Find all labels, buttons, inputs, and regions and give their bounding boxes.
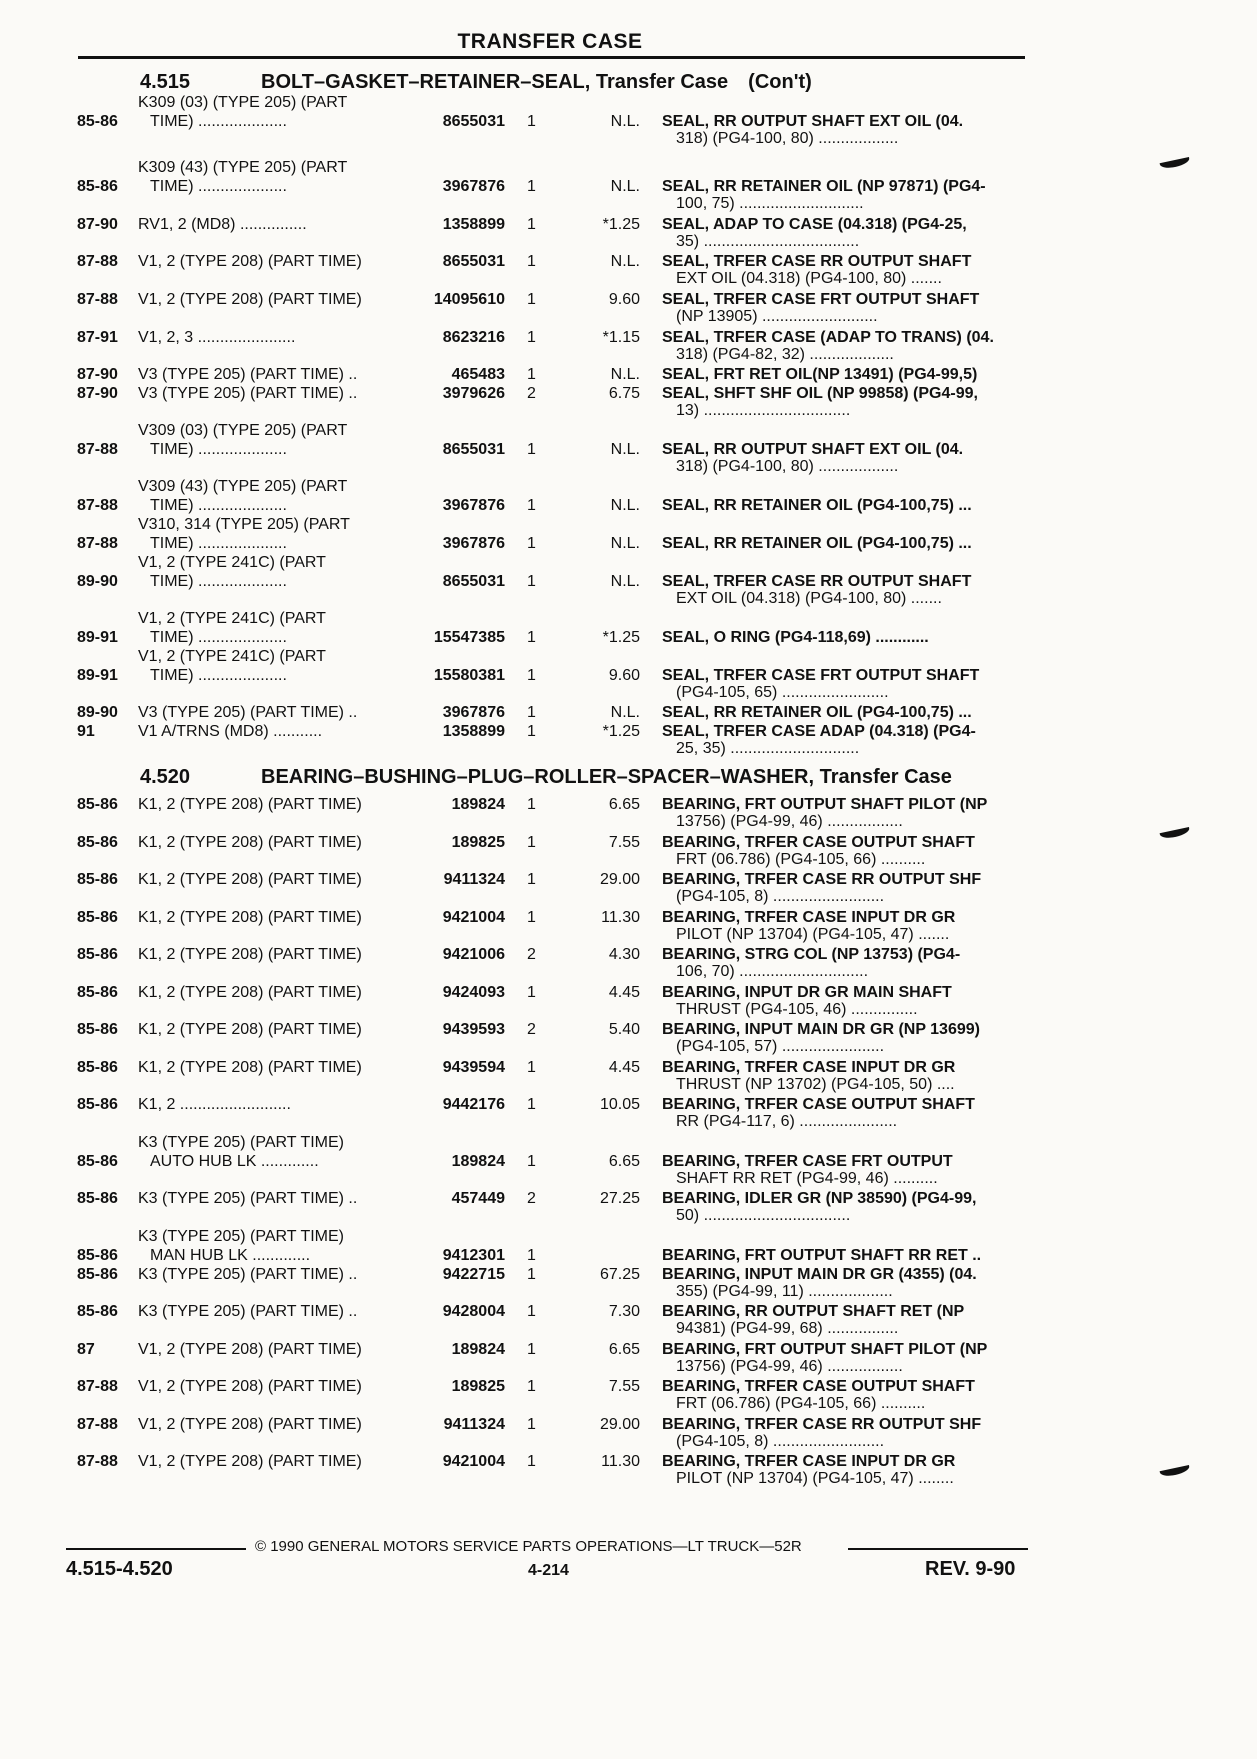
part-number: 189824 xyxy=(451,1341,505,1358)
price: 11.30 xyxy=(601,909,640,926)
price: N.L. xyxy=(610,253,640,270)
model-year: 89-91 xyxy=(77,629,118,646)
binding-mark-icon xyxy=(1160,827,1191,840)
part-description: SEAL, RR OUTPUT SHAFT EXT OIL (04. xyxy=(662,113,964,130)
part-number: 1358899 xyxy=(442,216,505,233)
model-year: 87-91 xyxy=(77,329,118,346)
part-description: BEARING, FRT OUTPUT SHAFT RR RET .. xyxy=(662,1247,982,1264)
model-description: V1, 2 (TYPE 208) (PART TIME) xyxy=(138,1416,362,1433)
quantity: 2 xyxy=(527,1190,536,1207)
part-description: BEARING, FRT OUTPUT SHAFT PILOT (NP xyxy=(662,1341,988,1358)
part-description-cont: 25, 35) ............................. xyxy=(676,740,860,757)
model-description: K1, 2 (TYPE 208) (PART TIME) xyxy=(138,834,362,851)
model-year: 85-86 xyxy=(77,946,118,963)
model-description: K3 (TYPE 205) (PART TIME) .. xyxy=(138,1266,358,1283)
price: N.L. xyxy=(610,441,640,458)
part-number: 8655031 xyxy=(442,441,505,458)
price: 7.55 xyxy=(608,1378,640,1395)
part-description-cont: 100, 75) ............................ xyxy=(676,195,864,212)
part-number: 9411324 xyxy=(443,1416,505,1433)
model-year: 85-86 xyxy=(77,1247,118,1264)
part-description: BEARING, TRFER CASE FRT OUTPUT xyxy=(662,1153,953,1170)
part-description: BEARING, TRFER CASE INPUT DR GR xyxy=(662,909,956,926)
quantity: 1 xyxy=(527,113,536,130)
model-description: V1 A/TRNS (MD8) ........... xyxy=(138,723,323,740)
quantity: 1 xyxy=(527,216,536,233)
part-description-cont: 318) (PG4-100, 80) .................. xyxy=(676,458,899,475)
quantity: 1 xyxy=(527,629,536,646)
part-description-cont: 318) (PG4-100, 80) .................. xyxy=(676,130,899,147)
part-description: SEAL, O RING (PG4-118,69) ............ xyxy=(662,629,929,646)
price: N.L. xyxy=(610,573,640,590)
part-number: 189824 xyxy=(451,1153,505,1170)
price: N.L. xyxy=(610,704,640,721)
part-number: 9424093 xyxy=(442,984,505,1001)
part-description-cont: 355) (PG4-99, 11) ................... xyxy=(676,1283,893,1300)
section-number: 4.520 xyxy=(140,766,191,788)
part-description: BEARING, TRFER CASE OUTPUT SHAFT xyxy=(662,1378,975,1395)
part-description: SEAL, RR RETAINER OIL (PG4-100,75) ... xyxy=(662,704,972,721)
part-description-cont: 13756) (PG4-99, 46) ................. xyxy=(676,813,903,830)
quantity: 1 xyxy=(527,723,536,740)
part-description-cont: THRUST (NP 13702) (PG4-105, 50) .... xyxy=(676,1076,955,1093)
part-number: 9421004 xyxy=(442,1453,505,1470)
model-description: V3 (TYPE 205) (PART TIME) .. xyxy=(138,704,358,721)
model-year: 87-88 xyxy=(77,535,118,552)
part-description: BEARING, TRFER CASE OUTPUT SHAFT xyxy=(662,834,975,851)
title-rule xyxy=(78,56,1025,59)
part-description-cont: PILOT (NP 13704) (PG4-105, 47) ....... xyxy=(676,926,950,943)
model-description: K3 (TYPE 205) (PART TIME) xyxy=(138,1134,344,1151)
part-description-cont: 94381) (PG4-99, 68) ................ xyxy=(676,1320,899,1337)
part-description-cont: 13756) (PG4-99, 46) ................. xyxy=(676,1358,903,1375)
part-description-cont: FRT (06.786) (PG4-105, 66) .......... xyxy=(676,1395,926,1412)
quantity: 1 xyxy=(527,1453,536,1470)
model-description: K1, 2 (TYPE 208) (PART TIME) xyxy=(138,871,362,888)
model-description: V1, 2 (TYPE 208) (PART TIME) xyxy=(138,1453,362,1470)
part-description: BEARING, TRFER CASE INPUT DR GR xyxy=(662,1453,956,1470)
model-year: 85-86 xyxy=(77,834,118,851)
model-year: 89-90 xyxy=(77,704,118,721)
model-description-cont: TIME) .................... xyxy=(150,441,287,458)
model-description: K3 (TYPE 205) (PART TIME) xyxy=(138,1228,344,1245)
quantity: 1 xyxy=(527,497,536,514)
part-number: 9421004 xyxy=(442,909,505,926)
part-description-cont: EXT OIL (04.318) (PG4-100, 80) ....... xyxy=(676,590,942,607)
section-title: BEARING–BUSHING–PLUG–ROLLER–SPACER–WASHER, Transfer Case xyxy=(261,766,952,788)
model-year: 85-86 xyxy=(77,178,118,195)
section-continued: (Con't) xyxy=(748,71,812,93)
model-description: V1, 2 (TYPE 241C) (PART xyxy=(138,554,326,571)
model-year: 85-86 xyxy=(77,1153,118,1170)
quantity: 1 xyxy=(527,1096,536,1113)
model-year: 91 xyxy=(77,723,95,740)
footer-rule-right xyxy=(848,1548,1028,1550)
model-description: V1, 2 (TYPE 241C) (PART xyxy=(138,648,326,665)
part-description: BEARING, INPUT MAIN DR GR (4355) (04. xyxy=(662,1266,977,1283)
model-description: K1, 2 ......................... xyxy=(138,1096,291,1113)
part-description-cont: (PG4-105, 8) ......................... xyxy=(676,1433,885,1450)
price: N.L. xyxy=(610,113,640,130)
model-description-cont: AUTO HUB LK ............. xyxy=(150,1153,319,1170)
part-number: 457449 xyxy=(451,1190,505,1207)
part-description-cont: 13) ................................. xyxy=(676,402,851,419)
part-description: SEAL, RR RETAINER OIL (PG4-100,75) ... xyxy=(662,497,972,514)
quantity: 1 xyxy=(527,178,536,195)
model-description: K309 (03) (TYPE 205) (PART xyxy=(138,94,348,111)
quantity: 1 xyxy=(527,1153,536,1170)
model-year: 85-86 xyxy=(77,1266,118,1283)
model-year: 89-90 xyxy=(77,573,118,590)
model-year: 87-88 xyxy=(77,1378,118,1395)
price: *1.25 xyxy=(602,216,640,233)
quantity: 1 xyxy=(527,1059,536,1076)
price: 7.55 xyxy=(608,834,640,851)
part-number: 3967876 xyxy=(442,178,505,195)
part-number: 8623216 xyxy=(442,329,505,346)
price: 9.60 xyxy=(608,667,640,684)
part-number: 8655031 xyxy=(442,113,505,130)
part-description: SEAL, TRFER CASE FRT OUTPUT SHAFT xyxy=(662,667,980,684)
part-number: 9411324 xyxy=(443,871,505,888)
price: 9.60 xyxy=(608,291,640,308)
price: N.L. xyxy=(610,535,640,552)
part-number: 8655031 xyxy=(442,253,505,270)
model-year: 85-86 xyxy=(77,1096,118,1113)
model-description-cont: TIME) .................... xyxy=(150,535,287,552)
price: 10.05 xyxy=(599,1096,640,1113)
part-description: BEARING, FRT OUTPUT SHAFT PILOT (NP xyxy=(662,796,988,813)
model-description: V309 (03) (TYPE 205) (PART xyxy=(138,422,348,439)
part-description: SEAL, TRFER CASE ADAP (04.318) (PG4- xyxy=(662,723,976,740)
quantity: 1 xyxy=(527,291,536,308)
quantity: 2 xyxy=(527,946,536,963)
model-description-cont: TIME) .................... xyxy=(150,497,287,514)
part-description: SEAL, TRFER CASE (ADAP TO TRANS) (04. xyxy=(662,329,994,346)
price: N.L. xyxy=(610,497,640,514)
price: *1.15 xyxy=(602,329,640,346)
price: 4.45 xyxy=(608,1059,640,1076)
model-description: V309 (43) (TYPE 205) (PART xyxy=(138,478,348,495)
section-heading-4520 xyxy=(140,766,952,789)
quantity: 1 xyxy=(527,909,536,926)
part-description: SEAL, SHFT SHF OIL (NP 99858) (PG4-99, xyxy=(662,385,978,402)
part-number: 15580381 xyxy=(433,667,505,684)
quantity: 1 xyxy=(527,1341,536,1358)
price: N.L. xyxy=(610,178,640,195)
part-description: SEAL, TRFER CASE FRT OUTPUT SHAFT xyxy=(662,291,980,308)
binding-mark-icon xyxy=(1160,157,1191,170)
part-description: BEARING, TRFER CASE INPUT DR GR xyxy=(662,1059,956,1076)
price: *1.25 xyxy=(602,723,640,740)
model-description: K1, 2 (TYPE 208) (PART TIME) xyxy=(138,1059,362,1076)
model-description: K1, 2 (TYPE 208) (PART TIME) xyxy=(138,946,362,963)
section-heading-4515 xyxy=(140,71,812,94)
section-number: 4.515 xyxy=(140,71,191,93)
quantity: 1 xyxy=(527,704,536,721)
part-description-cont: 35) ................................... xyxy=(676,233,860,250)
price: 5.40 xyxy=(608,1021,640,1038)
model-year: 87-90 xyxy=(77,366,118,383)
quantity: 1 xyxy=(527,1303,536,1320)
model-year: 87-90 xyxy=(77,216,118,233)
part-description: SEAL, TRFER CASE RR OUTPUT SHAFT xyxy=(662,253,972,270)
part-description: BEARING, TRFER CASE RR OUTPUT SHF xyxy=(662,871,982,888)
model-description: V1, 2 (TYPE 208) (PART TIME) xyxy=(138,1378,362,1395)
model-description: K309 (43) (TYPE 205) (PART xyxy=(138,159,348,176)
part-description-cont: RR (PG4-117, 6) ...................... xyxy=(676,1113,898,1130)
part-number: 8655031 xyxy=(442,573,505,590)
footer-rule-left xyxy=(66,1548,246,1550)
part-number: 3967876 xyxy=(442,704,505,721)
part-description: BEARING, TRFER CASE RR OUTPUT SHF xyxy=(662,1416,982,1433)
page-title: TRANSFER CASE xyxy=(457,30,643,53)
part-number: 189825 xyxy=(451,834,505,851)
price: 67.25 xyxy=(599,1266,640,1283)
part-description-cont: (PG4-105, 8) ......................... xyxy=(676,888,885,905)
model-year: 87-88 xyxy=(77,1416,118,1433)
price: 7.30 xyxy=(608,1303,640,1320)
part-number: 14095610 xyxy=(433,291,505,308)
price: 29.00 xyxy=(599,871,640,888)
part-description-cont: PILOT (NP 13704) (PG4-105, 47) ........ xyxy=(676,1470,954,1487)
model-year: 87-88 xyxy=(77,441,118,458)
model-description-cont: TIME) .................... xyxy=(150,113,287,130)
price: 6.65 xyxy=(608,1153,640,1170)
model-description-cont: TIME) .................... xyxy=(150,178,287,195)
price: 29.00 xyxy=(599,1416,640,1433)
model-description: K1, 2 (TYPE 208) (PART TIME) xyxy=(138,984,362,1001)
part-description: BEARING, RR OUTPUT SHAFT RET (NP xyxy=(662,1303,965,1320)
quantity: 1 xyxy=(527,667,536,684)
model-description: V1, 2 (TYPE 241C) (PART xyxy=(138,610,326,627)
model-year: 85-86 xyxy=(77,871,118,888)
part-description: BEARING, INPUT DR GR MAIN SHAFT xyxy=(662,984,952,1001)
model-year: 87-88 xyxy=(77,253,118,270)
model-year: 85-86 xyxy=(77,796,118,813)
quantity: 1 xyxy=(527,535,536,552)
price: *1.25 xyxy=(602,629,640,646)
quantity: 1 xyxy=(527,796,536,813)
footer-section-range: 4.515-4.520 xyxy=(66,1558,173,1580)
part-description-cont: 50) ................................. xyxy=(676,1207,851,1224)
quantity: 2 xyxy=(527,1021,536,1038)
quantity: 1 xyxy=(527,834,536,851)
quantity: 1 xyxy=(527,1247,536,1264)
model-year: 85-86 xyxy=(77,1021,118,1038)
model-description: K3 (TYPE 205) (PART TIME) .. xyxy=(138,1303,358,1320)
quantity: 1 xyxy=(527,366,536,383)
model-year: 85-86 xyxy=(77,113,118,130)
part-number: 9412301 xyxy=(442,1247,505,1264)
part-description: BEARING, IDLER GR (NP 38590) (PG4-99, xyxy=(662,1190,977,1207)
model-description: RV1, 2 (MD8) ............... xyxy=(138,216,307,233)
model-year: 85-86 xyxy=(77,1303,118,1320)
model-description-cont: TIME) .................... xyxy=(150,573,287,590)
model-description-cont: TIME) .................... xyxy=(150,667,287,684)
part-description-cont: SHAFT RR RET (PG4-99, 46) .......... xyxy=(676,1170,938,1187)
model-description: K1, 2 (TYPE 208) (PART TIME) xyxy=(138,1021,362,1038)
part-number: 9428004 xyxy=(442,1303,505,1320)
quantity: 1 xyxy=(527,1416,536,1433)
model-year: 85-86 xyxy=(77,1059,118,1076)
price: 4.45 xyxy=(608,984,640,1001)
part-description-cont: FRT (06.786) (PG4-105, 66) .......... xyxy=(676,851,926,868)
footer-revision: REV. 9-90 xyxy=(925,1558,1016,1580)
part-description-cont: THRUST (PG4-105, 46) ............... xyxy=(676,1001,918,1018)
price: 6.65 xyxy=(608,1341,640,1358)
model-year: 87 xyxy=(77,1341,95,1358)
part-description: SEAL, RR RETAINER OIL (NP 97871) (PG4- xyxy=(662,178,986,195)
part-number: 9439593 xyxy=(442,1021,505,1038)
model-description: V3 (TYPE 205) (PART TIME) .. xyxy=(138,366,358,383)
footer-copyright: © 1990 GENERAL MOTORS SERVICE PARTS OPERATIONS—LT TRUCK—52R xyxy=(255,1538,802,1555)
model-description: V1, 2, 3 ...................... xyxy=(138,329,296,346)
part-description-cont: (PG4-105, 57) ....................... xyxy=(676,1038,885,1055)
part-number: 3979626 xyxy=(442,385,505,402)
model-year: 89-91 xyxy=(77,667,118,684)
part-number: 9422715 xyxy=(442,1266,505,1283)
quantity: 1 xyxy=(527,253,536,270)
part-description-cont: 106, 70) ............................. xyxy=(676,963,869,980)
model-description: K3 (TYPE 205) (PART TIME) .. xyxy=(138,1190,358,1207)
quantity: 1 xyxy=(527,573,536,590)
price: 4.30 xyxy=(608,946,640,963)
part-number: 465483 xyxy=(451,366,505,383)
footer-page-number: 4-214 xyxy=(528,1562,569,1579)
model-year: 87-90 xyxy=(77,385,118,402)
price: 27.25 xyxy=(599,1190,640,1207)
part-description-cont: (NP 13905) .......................... xyxy=(676,308,878,325)
section-title: BOLT–GASKET–RETAINER–SEAL, Transfer Case xyxy=(261,71,729,93)
model-year: 87-88 xyxy=(77,497,118,514)
model-description: K1, 2 (TYPE 208) (PART TIME) xyxy=(138,796,362,813)
part-description: BEARING, TRFER CASE OUTPUT SHAFT xyxy=(662,1096,975,1113)
model-year: 85-86 xyxy=(77,984,118,1001)
quantity: 1 xyxy=(527,871,536,888)
quantity: 2 xyxy=(527,385,536,402)
model-description-cont: TIME) .................... xyxy=(150,629,287,646)
quantity: 1 xyxy=(527,441,536,458)
part-description: BEARING, STRG COL (NP 13753) (PG4- xyxy=(662,946,961,963)
part-number: 9442176 xyxy=(442,1096,505,1113)
quantity: 1 xyxy=(527,1266,536,1283)
price: 6.75 xyxy=(608,385,640,402)
part-description: SEAL, ADAP TO CASE (04.318) (PG4-25, xyxy=(662,216,967,233)
quantity: 1 xyxy=(527,984,536,1001)
model-year: 87-88 xyxy=(77,1453,118,1470)
part-number: 189824 xyxy=(451,796,505,813)
price: 11.30 xyxy=(601,1453,640,1470)
part-description: SEAL, FRT RET OIL(NP 13491) (PG4-99,5) xyxy=(662,366,978,383)
part-number: 3967876 xyxy=(442,497,505,514)
part-number: 3967876 xyxy=(442,535,505,552)
part-number: 15547385 xyxy=(433,629,505,646)
binding-mark-icon xyxy=(1160,1465,1191,1478)
price: N.L. xyxy=(610,366,640,383)
model-year: 85-86 xyxy=(77,909,118,926)
model-description: V310, 314 (TYPE 205) (PART xyxy=(138,516,350,533)
part-description: SEAL, RR RETAINER OIL (PG4-100,75) ... xyxy=(662,535,972,552)
part-number: 9421006 xyxy=(442,946,505,963)
part-number: 9439594 xyxy=(442,1059,505,1076)
part-description-cont: (PG4-105, 65) ........................ xyxy=(676,684,889,701)
model-description: V1, 2 (TYPE 208) (PART TIME) xyxy=(138,1341,362,1358)
price: 6.65 xyxy=(608,796,640,813)
model-year: 85-86 xyxy=(77,1190,118,1207)
part-number: 189825 xyxy=(451,1378,505,1395)
model-year: 87-88 xyxy=(77,291,118,308)
model-description: V1, 2 (TYPE 208) (PART TIME) xyxy=(138,253,362,270)
part-description-cont: EXT OIL (04.318) (PG4-100, 80) ....... xyxy=(676,270,942,287)
part-number: 1358899 xyxy=(442,723,505,740)
part-description: SEAL, TRFER CASE RR OUTPUT SHAFT xyxy=(662,573,972,590)
model-description: V3 (TYPE 205) (PART TIME) .. xyxy=(138,385,358,402)
part-description: BEARING, INPUT MAIN DR GR (NP 13699) xyxy=(662,1021,980,1038)
model-description: K1, 2 (TYPE 208) (PART TIME) xyxy=(138,909,362,926)
model-description-cont: MAN HUB LK ............. xyxy=(150,1247,311,1264)
part-description-cont: 318) (PG4-82, 32) ................... xyxy=(676,346,894,363)
part-description: SEAL, RR OUTPUT SHAFT EXT OIL (04. xyxy=(662,441,964,458)
model-description: V1, 2 (TYPE 208) (PART TIME) xyxy=(138,291,362,308)
quantity: 1 xyxy=(527,1378,536,1395)
quantity: 1 xyxy=(527,329,536,346)
